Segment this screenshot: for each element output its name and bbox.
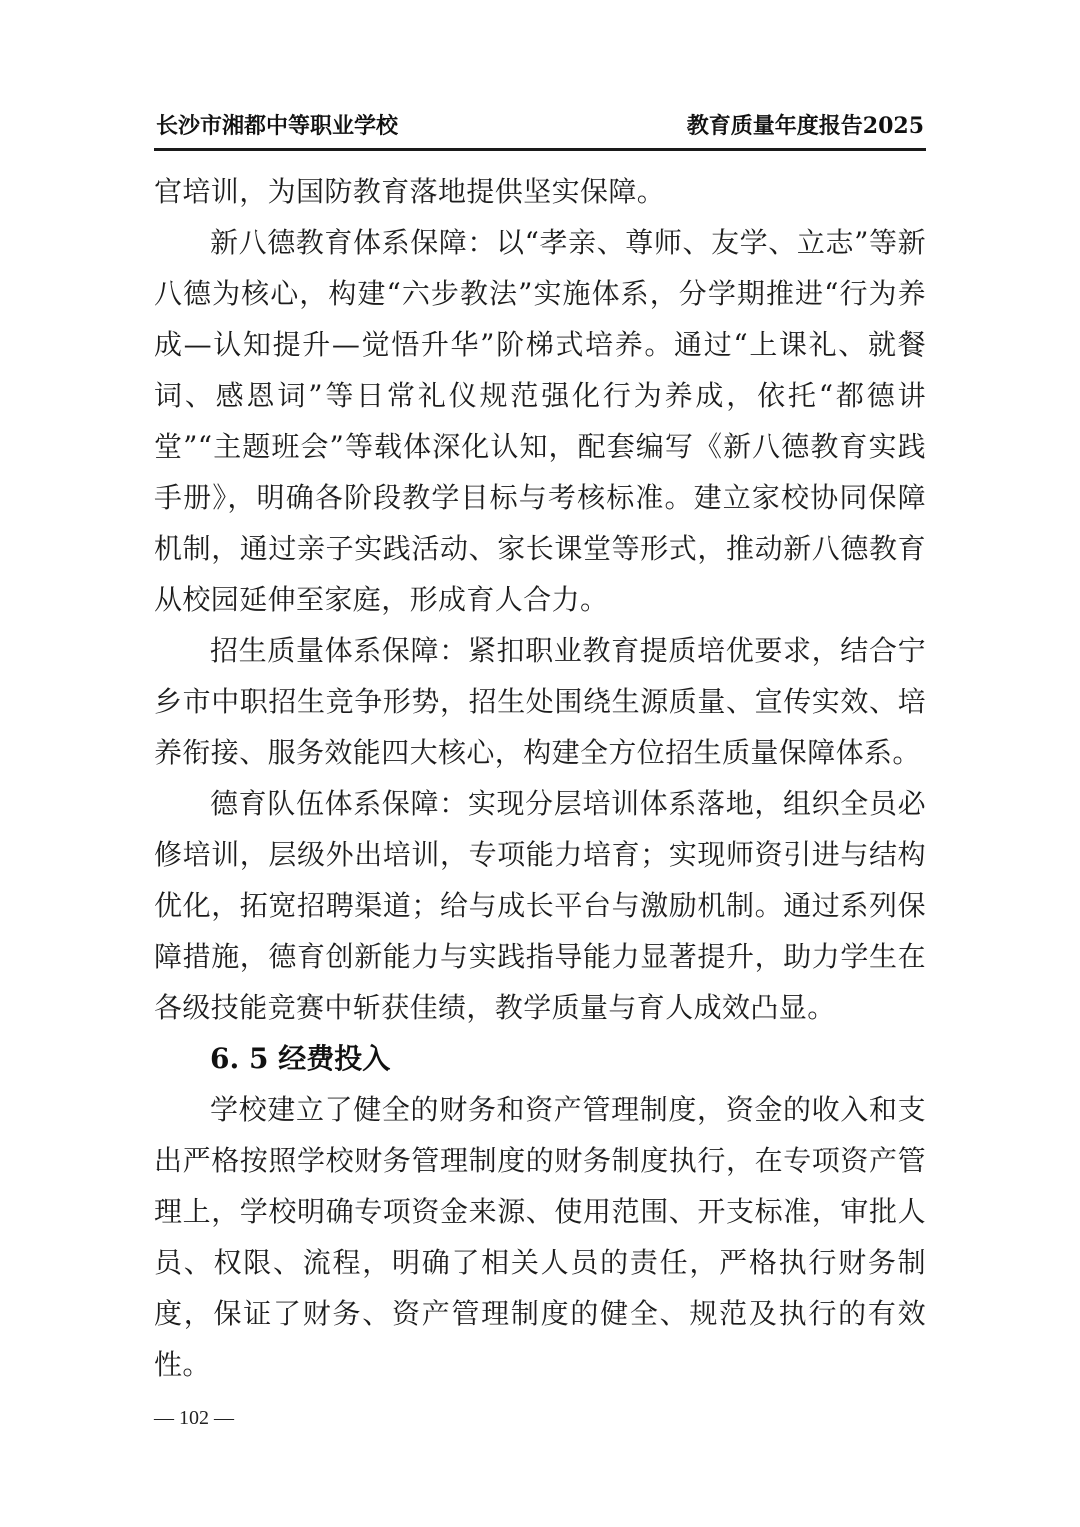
paragraph-new-eight-virtues: 新八德教育体系保障：以“孝亲、尊师、友学、立志”等新八德为核心，构建“六步教法”实施体系，分学期推进“行为养成—认知提升—觉悟升华”阶梯式培养。通过“上课礼、就餐词、感恩词”等日常礼仪规范强化行为养成，依托“都德讲堂”“主题班会”等载体深化认知，配套编写《新八德教育实践手册》，明确各阶段教学目标与考核标准。建立家校协同保障机制，通过亲子实践活动、家长课堂等形式，推动新八德教育从校园延伸至家庭，形成育人合力。	[154, 226, 926, 616]
paragraph-moral-education-team: 德育队伍体系保障：实现分层培训体系落地，组织全员必修培训，层级外出培训，专项能力培育；实现师资引进与结构优化，拓宽招聘渠道；给与成长平台与激励机制。通过系列保障措施，德育创新能力与实践指导能力显著提升，助力学生在各级技能竞赛中斩获佳绩，教学质量与育人成效凸显。	[154, 787, 926, 1024]
page-number: — 102 —	[154, 1407, 234, 1429]
paragraph-enrollment-quality: 招生质量体系保障：紧扣职业教育提质培优要求，结合宁乡市中职招生竞争形势，招生处围绕生源质量、宣传实效、培养衔接、服务效能四大核心，构建全方位招生质量保障体系。	[154, 634, 926, 769]
header-school-name: 长沙市湘都中等职业学校	[156, 113, 399, 139]
header-report-title: 教育质量年度报告2025	[686, 113, 924, 139]
section-heading-funding: 6. 5 经费投入	[210, 1042, 391, 1075]
page-header	[154, 108, 926, 151]
page-body	[154, 166, 926, 1390]
paragraph-continued: 官培训，为国防教育落地提供坚实保障。	[154, 175, 666, 208]
paragraph-funding: 学校建立了健全的财务和资产管理制度，资金的收入和支出严格按照学校财务管理制度的财务制度执行，在专项资产管理上，学校明确专项资金来源、使用范围、开支标准，审批人员、权限、流程，明确了相关人员的责任，严格执行财务制度，保证了财务、资产管理制度的健全、规范及执行的有效性。	[154, 1093, 926, 1381]
